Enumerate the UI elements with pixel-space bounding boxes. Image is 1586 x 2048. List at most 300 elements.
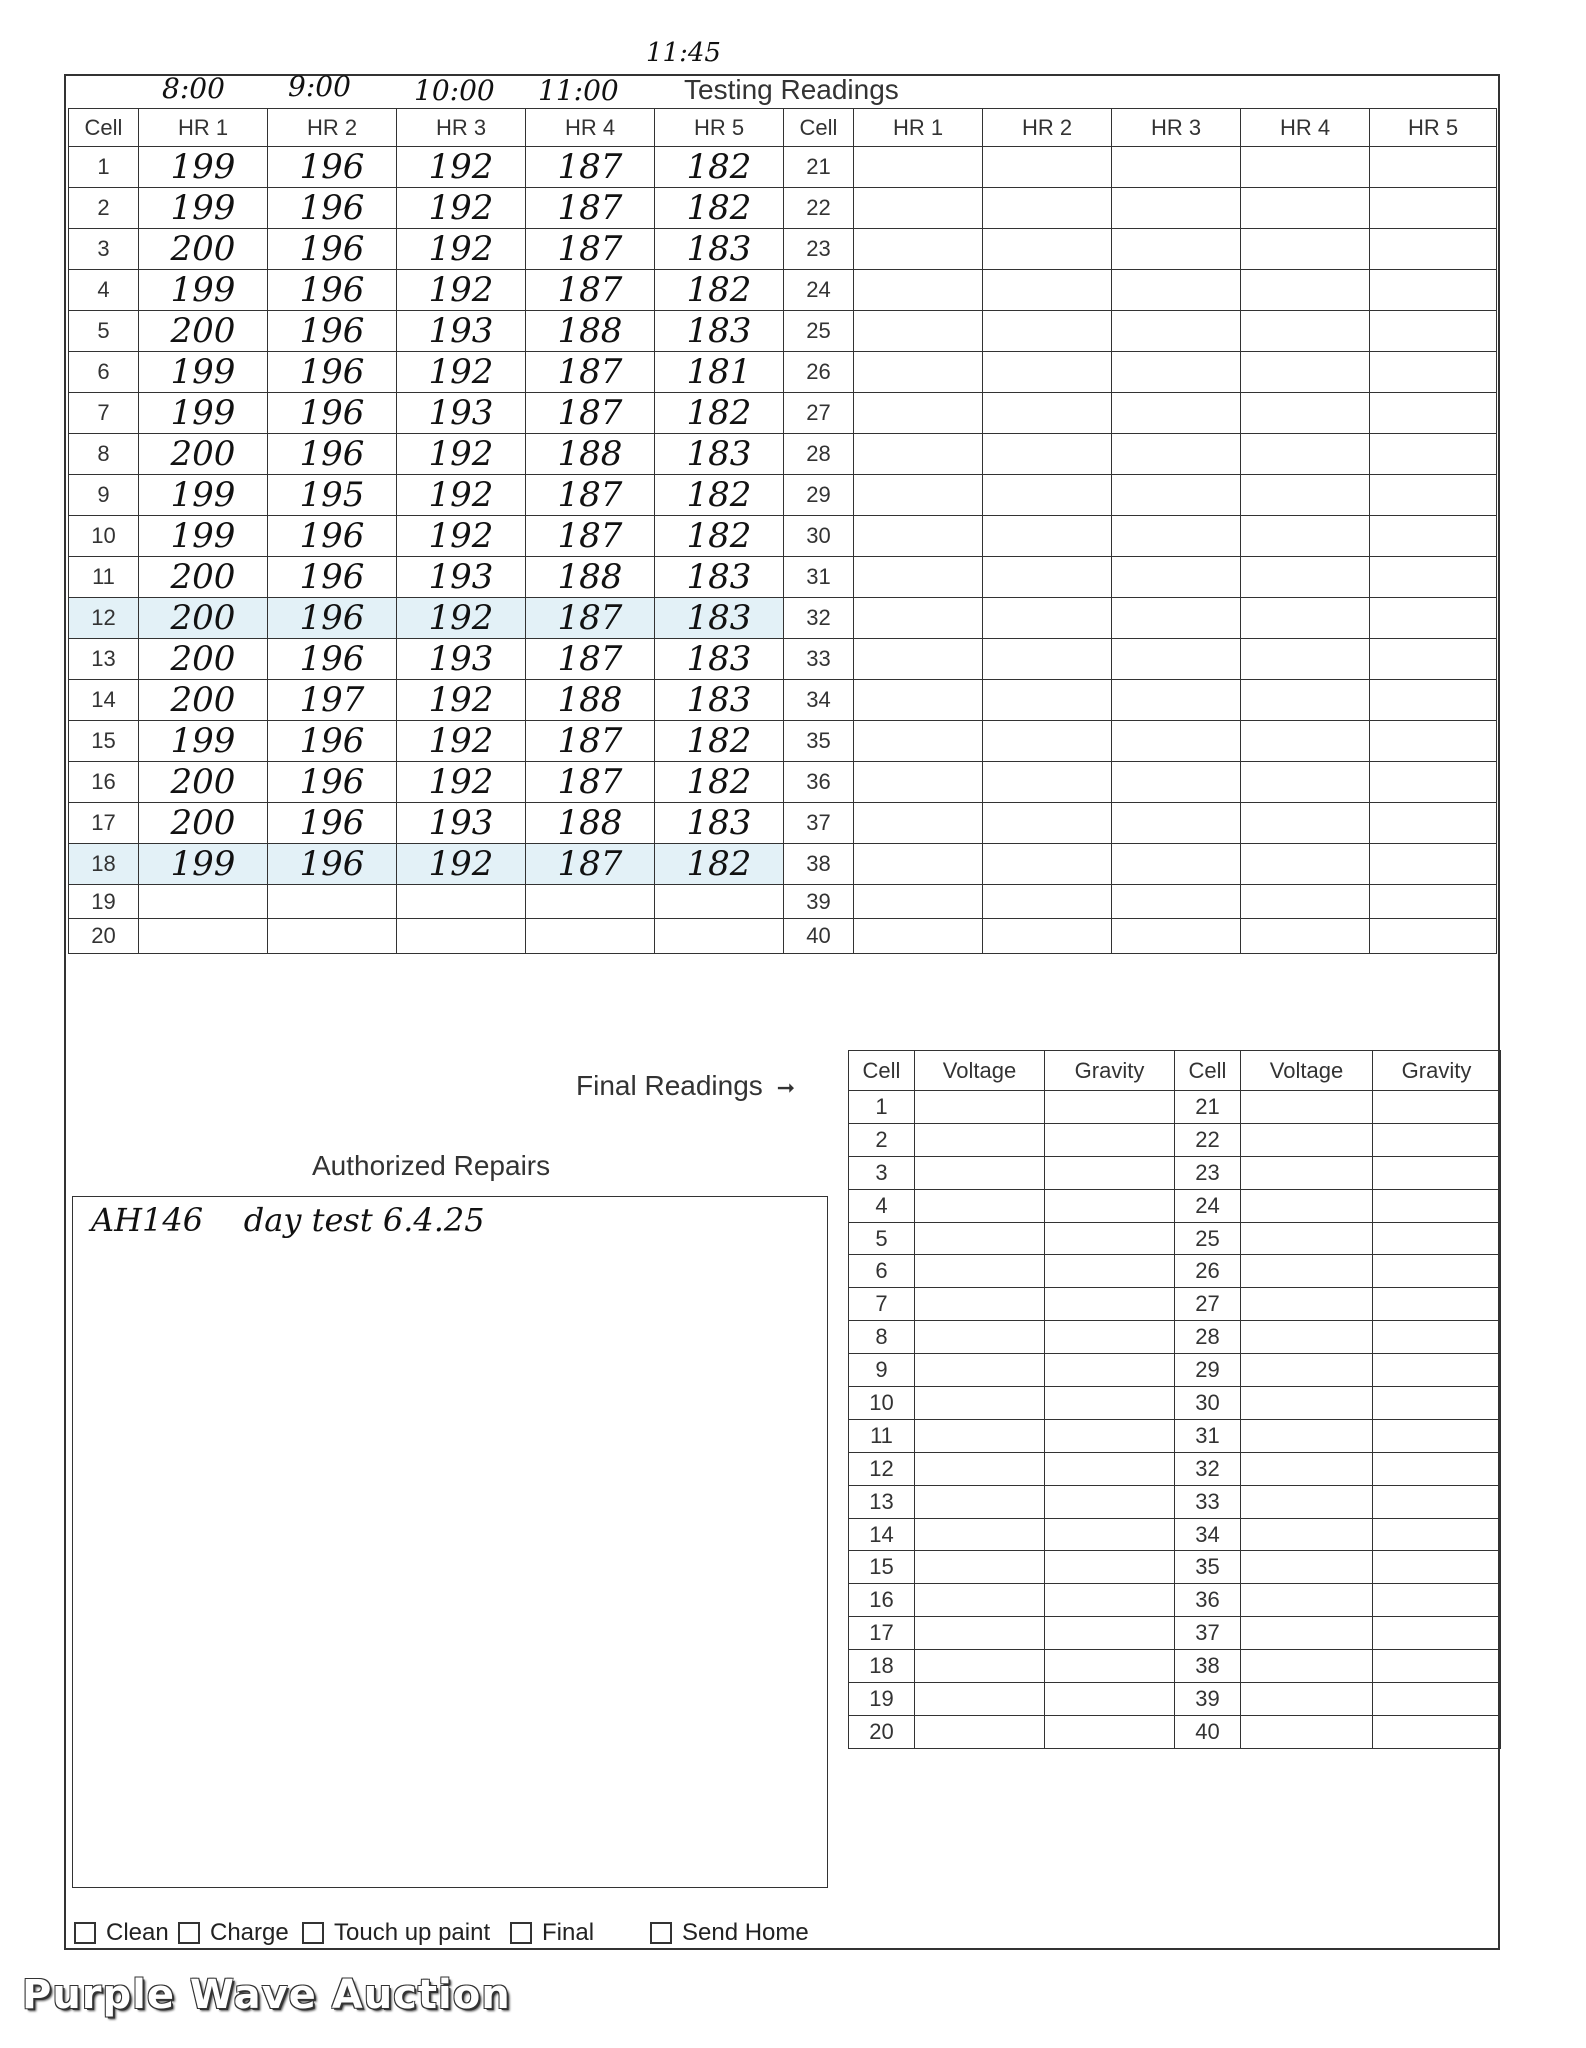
reading-hr5[interactable]: 182 xyxy=(655,188,784,229)
reading-hr4[interactable]: 187 xyxy=(526,762,655,803)
reading-hr3[interactable]: 192 xyxy=(397,721,526,762)
reading-right-hr1[interactable] xyxy=(854,229,983,270)
reading-hr2[interactable]: 196 xyxy=(268,188,397,229)
reading-hr5[interactable]: 182 xyxy=(655,147,784,188)
final-voltage-right[interactable] xyxy=(1241,1288,1373,1321)
reading-hr5[interactable]: 183 xyxy=(655,434,784,475)
final-gravity[interactable] xyxy=(1045,1189,1175,1222)
final-voltage[interactable] xyxy=(915,1288,1045,1321)
reading-hr3[interactable]: 192 xyxy=(397,680,526,721)
reading-right-hr2[interactable] xyxy=(983,844,1112,885)
reading-hr5[interactable]: 183 xyxy=(655,229,784,270)
final-gravity-right[interactable] xyxy=(1373,1255,1501,1288)
final-gravity-right[interactable] xyxy=(1373,1715,1501,1748)
reading-right-hr2[interactable] xyxy=(983,147,1112,188)
reading-right-hr1[interactable] xyxy=(854,762,983,803)
reading-hr1[interactable]: 200 xyxy=(139,598,268,639)
final-gravity-right[interactable] xyxy=(1373,1156,1501,1189)
reading-hr2[interactable]: 195 xyxy=(268,475,397,516)
reading-hr2[interactable]: 196 xyxy=(268,434,397,475)
reading-hr3[interactable]: 192 xyxy=(397,434,526,475)
reading-hr4[interactable]: 187 xyxy=(526,352,655,393)
reading-right-hr2[interactable] xyxy=(983,885,1112,919)
reading-hr5[interactable]: 183 xyxy=(655,557,784,598)
reading-right-hr2[interactable] xyxy=(983,475,1112,516)
reading-hr4[interactable] xyxy=(526,885,655,919)
final-gravity-right[interactable] xyxy=(1373,1650,1501,1683)
final-voltage-right[interactable] xyxy=(1241,1091,1373,1124)
reading-hr2[interactable]: 196 xyxy=(268,598,397,639)
reading-right-hr3[interactable] xyxy=(1112,229,1241,270)
reading-hr1[interactable] xyxy=(139,919,268,953)
reading-hr3[interactable]: 192 xyxy=(397,229,526,270)
reading-right-hr3[interactable] xyxy=(1112,188,1241,229)
reading-hr2[interactable] xyxy=(268,919,397,953)
final-voltage-right[interactable] xyxy=(1241,1255,1373,1288)
reading-hr3[interactable] xyxy=(397,885,526,919)
final-header-row xyxy=(849,1051,1501,1091)
final-gravity[interactable] xyxy=(1045,1551,1175,1584)
checkbox-final-box[interactable] xyxy=(510,1922,532,1944)
final-voltage-right[interactable] xyxy=(1241,1419,1373,1452)
reading-right-hr3[interactable] xyxy=(1112,721,1241,762)
final-gravity[interactable] xyxy=(1045,1156,1175,1189)
reading-right-hr5[interactable] xyxy=(1370,844,1497,885)
reading-right-hr1[interactable] xyxy=(854,352,983,393)
reading-hr4[interactable]: 188 xyxy=(526,434,655,475)
final-gravity[interactable] xyxy=(1045,1683,1175,1716)
reading-right-hr3[interactable] xyxy=(1112,680,1241,721)
reading-right-hr4[interactable] xyxy=(1241,680,1370,721)
reading-right-hr1[interactable] xyxy=(854,270,983,311)
final-voltage[interactable] xyxy=(915,1683,1045,1716)
final-gravity[interactable] xyxy=(1045,1485,1175,1518)
final-voltage[interactable] xyxy=(915,1354,1045,1387)
final-gravity[interactable] xyxy=(1045,1584,1175,1617)
reading-hr3[interactable]: 192 xyxy=(397,475,526,516)
reading-right-hr2[interactable] xyxy=(983,229,1112,270)
final-voltage[interactable] xyxy=(915,1419,1045,1452)
reading-hr5[interactable] xyxy=(655,919,784,953)
reading-right-hr1[interactable] xyxy=(854,475,983,516)
reading-right-hr3[interactable] xyxy=(1112,270,1241,311)
reading-hr1[interactable]: 199 xyxy=(139,844,268,885)
reading-right-hr2[interactable] xyxy=(983,919,1112,953)
reading-hr5[interactable]: 182 xyxy=(655,393,784,434)
reading-hr4[interactable]: 187 xyxy=(526,147,655,188)
reading-hr5[interactable]: 182 xyxy=(655,475,784,516)
final-voltage[interactable] xyxy=(915,1617,1045,1650)
final-gravity[interactable] xyxy=(1045,1715,1175,1748)
reading-right-hr1[interactable] xyxy=(854,516,983,557)
reading-right-hr5[interactable] xyxy=(1370,557,1497,598)
final-cell-number: 17 xyxy=(849,1617,915,1650)
reading-right-hr5[interactable] xyxy=(1370,721,1497,762)
reading-right-hr1[interactable] xyxy=(854,885,983,919)
final-voltage[interactable] xyxy=(915,1452,1045,1485)
reading-right-hr5[interactable] xyxy=(1370,885,1497,919)
final-gravity-right[interactable] xyxy=(1373,1683,1501,1716)
final-gravity[interactable] xyxy=(1045,1222,1175,1255)
reading-right-hr2[interactable] xyxy=(983,188,1112,229)
reading-hr4[interactable]: 187 xyxy=(526,270,655,311)
reading-right-hr5[interactable] xyxy=(1370,680,1497,721)
reading-hr2[interactable] xyxy=(268,885,397,919)
reading-hr2[interactable]: 196 xyxy=(268,557,397,598)
final-gravity-right[interactable] xyxy=(1373,1091,1501,1124)
reading-right-hr2[interactable] xyxy=(983,598,1112,639)
reading-hr2[interactable]: 196 xyxy=(268,803,397,844)
checkbox-send-home-box[interactable] xyxy=(650,1922,672,1944)
reading-right-hr5[interactable] xyxy=(1370,229,1497,270)
reading-right-hr1[interactable] xyxy=(854,721,983,762)
reading-right-hr3[interactable] xyxy=(1112,844,1241,885)
final-voltage-right[interactable] xyxy=(1241,1321,1373,1354)
final-gravity[interactable] xyxy=(1045,1650,1175,1683)
reading-right-hr5[interactable] xyxy=(1370,516,1497,557)
reading-right-hr5[interactable] xyxy=(1370,352,1497,393)
final-gravity[interactable] xyxy=(1045,1452,1175,1485)
final-gravity-right[interactable] xyxy=(1373,1288,1501,1321)
reading-right-hr1[interactable] xyxy=(854,803,983,844)
reading-right-hr1[interactable] xyxy=(854,147,983,188)
reading-right-hr5[interactable] xyxy=(1370,803,1497,844)
final-voltage-right[interactable] xyxy=(1241,1354,1373,1387)
reading-right-hr3[interactable] xyxy=(1112,352,1241,393)
reading-hr3[interactable]: 193 xyxy=(397,393,526,434)
reading-right-hr5[interactable] xyxy=(1370,639,1497,680)
final-voltage-right[interactable] xyxy=(1241,1485,1373,1518)
reading-hr4[interactable]: 187 xyxy=(526,639,655,680)
reading-right-hr1[interactable] xyxy=(854,188,983,229)
reading-hr4[interactable]: 188 xyxy=(526,311,655,352)
checkbox-clean-box[interactable] xyxy=(74,1922,96,1944)
reading-right-hr4[interactable] xyxy=(1241,475,1370,516)
reading-right-hr4[interactable] xyxy=(1241,844,1370,885)
reading-right-hr5[interactable] xyxy=(1370,762,1497,803)
final-voltage[interactable] xyxy=(915,1156,1045,1189)
final-gravity[interactable] xyxy=(1045,1419,1175,1452)
final-voltage[interactable] xyxy=(915,1387,1045,1420)
final-voltage[interactable] xyxy=(915,1222,1045,1255)
final-gravity[interactable] xyxy=(1045,1518,1175,1551)
reading-right-hr4[interactable] xyxy=(1241,803,1370,844)
reading-hr4[interactable] xyxy=(526,919,655,953)
final-voltage[interactable] xyxy=(915,1321,1045,1354)
reading-hr5[interactable]: 183 xyxy=(655,639,784,680)
reading-right-hr2[interactable] xyxy=(983,680,1112,721)
reading-hr1[interactable]: 199 xyxy=(139,721,268,762)
final-gravity[interactable] xyxy=(1045,1288,1175,1321)
final-gravity-right[interactable] xyxy=(1373,1123,1501,1156)
reading-right-hr3[interactable] xyxy=(1112,311,1241,352)
reading-right-hr3[interactable] xyxy=(1112,557,1241,598)
reading-right-hr3[interactable] xyxy=(1112,147,1241,188)
reading-hr2[interactable]: 196 xyxy=(268,229,397,270)
reading-hr1[interactable]: 199 xyxy=(139,516,268,557)
reading-right-hr1[interactable] xyxy=(854,311,983,352)
reading-right-hr2[interactable] xyxy=(983,311,1112,352)
reading-hr5[interactable]: 183 xyxy=(655,803,784,844)
final-voltage-right[interactable] xyxy=(1241,1452,1373,1485)
reading-hr5[interactable] xyxy=(655,885,784,919)
final-voltage-right[interactable] xyxy=(1241,1650,1373,1683)
checkbox-send-home[interactable] xyxy=(650,1918,809,1948)
final-gravity-right[interactable] xyxy=(1373,1518,1501,1551)
final-voltage[interactable] xyxy=(915,1584,1045,1617)
reading-right-hr4[interactable] xyxy=(1241,598,1370,639)
reading-hr1[interactable]: 199 xyxy=(139,475,268,516)
reading-right-hr3[interactable] xyxy=(1112,919,1241,953)
final-voltage-right[interactable] xyxy=(1241,1123,1373,1156)
reading-hr1[interactable]: 200 xyxy=(139,639,268,680)
reading-right-hr5[interactable] xyxy=(1370,475,1497,516)
reading-right-hr4[interactable] xyxy=(1241,919,1370,953)
reading-hr2[interactable]: 197 xyxy=(268,680,397,721)
reading-right-hr2[interactable] xyxy=(983,270,1112,311)
reading-right-hr3[interactable] xyxy=(1112,598,1241,639)
checkbox-touch-up-paint[interactable] xyxy=(302,1918,490,1948)
final-gravity-right[interactable] xyxy=(1373,1584,1501,1617)
reading-hr1[interactable]: 200 xyxy=(139,762,268,803)
final-cell-number-right: 22 xyxy=(1175,1123,1241,1156)
final-voltage-right[interactable] xyxy=(1241,1387,1373,1420)
final-gravity[interactable] xyxy=(1045,1255,1175,1288)
reading-hr5[interactable]: 182 xyxy=(655,762,784,803)
reading-right-hr4[interactable] xyxy=(1241,188,1370,229)
reading-hr3[interactable]: 192 xyxy=(397,147,526,188)
reading-hr5[interactable]: 182 xyxy=(655,270,784,311)
final-voltage-right[interactable] xyxy=(1241,1156,1373,1189)
reading-hr1[interactable]: 199 xyxy=(139,393,268,434)
final-voltage[interactable] xyxy=(915,1091,1045,1124)
reading-right-hr3[interactable] xyxy=(1112,803,1241,844)
final-gravity-right[interactable] xyxy=(1373,1354,1501,1387)
final-row xyxy=(849,1715,1501,1748)
reading-hr3[interactable]: 192 xyxy=(397,188,526,229)
reading-right-hr2[interactable] xyxy=(983,803,1112,844)
final-voltage-right[interactable] xyxy=(1241,1683,1373,1716)
final-gravity-right[interactable] xyxy=(1373,1387,1501,1420)
testing-row xyxy=(69,229,1497,270)
reading-hr4[interactable]: 188 xyxy=(526,803,655,844)
reading-hr2[interactable]: 196 xyxy=(268,147,397,188)
reading-right-hr1[interactable] xyxy=(854,919,983,953)
final-gravity-right[interactable] xyxy=(1373,1189,1501,1222)
reading-hr4[interactable]: 187 xyxy=(526,393,655,434)
reading-hr1[interactable]: 199 xyxy=(139,270,268,311)
final-voltage[interactable] xyxy=(915,1485,1045,1518)
reading-right-hr4[interactable] xyxy=(1241,516,1370,557)
reading-hr3[interactable]: 193 xyxy=(397,311,526,352)
final-gravity[interactable] xyxy=(1045,1123,1175,1156)
final-voltage[interactable] xyxy=(915,1123,1045,1156)
reading-right-hr4[interactable] xyxy=(1241,434,1370,475)
reading-hr1[interactable] xyxy=(139,885,268,919)
reading-hr5[interactable]: 183 xyxy=(655,311,784,352)
final-voltage-right[interactable] xyxy=(1241,1584,1373,1617)
final-gravity-right[interactable] xyxy=(1373,1222,1501,1255)
final-voltage[interactable] xyxy=(915,1551,1045,1584)
reading-hr4[interactable]: 187 xyxy=(526,188,655,229)
reading-hr3[interactable]: 192 xyxy=(397,352,526,393)
reading-right-hr1[interactable] xyxy=(854,557,983,598)
reading-hr3[interactable]: 193 xyxy=(397,803,526,844)
reading-hr1[interactable]: 200 xyxy=(139,803,268,844)
final-voltage-right[interactable] xyxy=(1241,1617,1373,1650)
reading-hr2[interactable]: 196 xyxy=(268,844,397,885)
checkbox-charge[interactable] xyxy=(178,1918,289,1948)
reading-hr4[interactable]: 187 xyxy=(526,475,655,516)
reading-hr5[interactable]: 182 xyxy=(655,721,784,762)
reading-right-hr5[interactable] xyxy=(1370,311,1497,352)
reading-hr2[interactable]: 196 xyxy=(268,516,397,557)
cell-number: 12 xyxy=(69,598,139,639)
final-gravity[interactable] xyxy=(1045,1321,1175,1354)
reading-right-hr3[interactable] xyxy=(1112,762,1241,803)
reading-right-hr5[interactable] xyxy=(1370,919,1497,953)
reading-hr4[interactable]: 188 xyxy=(526,557,655,598)
final-voltage-right[interactable] xyxy=(1241,1715,1373,1748)
checkbox-touch-up-paint-box[interactable] xyxy=(302,1922,324,1944)
reading-hr3[interactable]: 192 xyxy=(397,762,526,803)
reading-right-hr5[interactable] xyxy=(1370,598,1497,639)
reading-right-hr4[interactable] xyxy=(1241,147,1370,188)
reading-hr1[interactable]: 200 xyxy=(139,557,268,598)
reading-right-hr5[interactable] xyxy=(1370,147,1497,188)
reading-right-hr1[interactable] xyxy=(854,680,983,721)
reading-right-hr3[interactable] xyxy=(1112,434,1241,475)
final-gravity-right[interactable] xyxy=(1373,1485,1501,1518)
reading-hr2[interactable]: 196 xyxy=(268,721,397,762)
reading-right-hr2[interactable] xyxy=(983,393,1112,434)
reading-hr4[interactable]: 187 xyxy=(526,721,655,762)
final-voltage[interactable] xyxy=(915,1255,1045,1288)
reading-hr5[interactable]: 181 xyxy=(655,352,784,393)
reading-hr2[interactable]: 196 xyxy=(268,639,397,680)
reading-hr5[interactable]: 183 xyxy=(655,598,784,639)
reading-right-hr4[interactable] xyxy=(1241,229,1370,270)
reading-hr4[interactable]: 187 xyxy=(526,844,655,885)
reading-right-hr4[interactable] xyxy=(1241,393,1370,434)
final-voltage[interactable] xyxy=(915,1715,1045,1748)
checkbox-final[interactable] xyxy=(510,1918,594,1948)
reading-hr2[interactable]: 196 xyxy=(268,393,397,434)
final-gravity[interactable] xyxy=(1045,1617,1175,1650)
reading-hr4[interactable]: 187 xyxy=(526,516,655,557)
final-cell-number: 5 xyxy=(849,1222,915,1255)
reading-right-hr3[interactable] xyxy=(1112,516,1241,557)
final-voltage[interactable] xyxy=(915,1189,1045,1222)
reading-right-hr5[interactable] xyxy=(1370,188,1497,229)
final-row xyxy=(849,1222,1501,1255)
reading-right-hr5[interactable] xyxy=(1370,434,1497,475)
reading-right-hr4[interactable] xyxy=(1241,762,1370,803)
reading-right-hr1[interactable] xyxy=(854,598,983,639)
reading-hr3[interactable]: 192 xyxy=(397,270,526,311)
reading-right-hr2[interactable] xyxy=(983,557,1112,598)
reading-right-hr5[interactable] xyxy=(1370,393,1497,434)
reading-hr5[interactable]: 182 xyxy=(655,844,784,885)
reading-hr1[interactable]: 200 xyxy=(139,680,268,721)
reading-right-hr2[interactable] xyxy=(983,516,1112,557)
reading-right-hr4[interactable] xyxy=(1241,270,1370,311)
reading-right-hr4[interactable] xyxy=(1241,557,1370,598)
final-voltage[interactable] xyxy=(915,1518,1045,1551)
reading-right-hr1[interactable] xyxy=(854,639,983,680)
reading-hr3[interactable]: 193 xyxy=(397,557,526,598)
reading-hr3[interactable]: 192 xyxy=(397,516,526,557)
final-voltage-right[interactable] xyxy=(1241,1518,1373,1551)
reading-hr4[interactable]: 188 xyxy=(526,680,655,721)
reading-right-hr3[interactable] xyxy=(1112,639,1241,680)
reading-right-hr5[interactable] xyxy=(1370,270,1497,311)
reading-right-hr2[interactable] xyxy=(983,721,1112,762)
reading-right-hr3[interactable] xyxy=(1112,885,1241,919)
reading-right-hr2[interactable] xyxy=(983,434,1112,475)
final-gravity[interactable] xyxy=(1045,1091,1175,1124)
final-gravity[interactable] xyxy=(1045,1354,1175,1387)
reading-right-hr3[interactable] xyxy=(1112,393,1241,434)
final-gravity[interactable] xyxy=(1045,1387,1175,1420)
reading-right-hr3[interactable] xyxy=(1112,475,1241,516)
reading-hr4[interactable]: 187 xyxy=(526,229,655,270)
final-gravity-right[interactable] xyxy=(1373,1321,1501,1354)
final-cell-number: 18 xyxy=(849,1650,915,1683)
final-voltage-right[interactable] xyxy=(1241,1189,1373,1222)
reading-hr3[interactable]: 192 xyxy=(397,598,526,639)
final-gravity-right[interactable] xyxy=(1373,1551,1501,1584)
reading-hr4[interactable]: 187 xyxy=(526,598,655,639)
reading-right-hr2[interactable] xyxy=(983,352,1112,393)
reading-hr1[interactable]: 200 xyxy=(139,311,268,352)
reading-hr5[interactable]: 183 xyxy=(655,680,784,721)
final-gravity-right[interactable] xyxy=(1373,1617,1501,1650)
reading-right-hr4[interactable] xyxy=(1241,885,1370,919)
reading-right-hr4[interactable] xyxy=(1241,721,1370,762)
checkbox-charge-box[interactable] xyxy=(178,1922,200,1944)
reading-hr2[interactable]: 196 xyxy=(268,762,397,803)
reading-hr1[interactable]: 199 xyxy=(139,352,268,393)
reading-right-hr4[interactable] xyxy=(1241,639,1370,680)
final-gravity-right[interactable] xyxy=(1373,1452,1501,1485)
reading-right-hr1[interactable] xyxy=(854,844,983,885)
reading-hr1[interactable]: 199 xyxy=(139,147,268,188)
reading-hr3[interactable] xyxy=(397,919,526,953)
final-gravity-right[interactable] xyxy=(1373,1419,1501,1452)
reading-right-hr4[interactable] xyxy=(1241,352,1370,393)
reading-right-hr2[interactable] xyxy=(983,762,1112,803)
reading-hr3[interactable]: 192 xyxy=(397,844,526,885)
reading-hr1[interactable]: 199 xyxy=(139,188,268,229)
reading-hr2[interactable]: 196 xyxy=(268,270,397,311)
final-voltage-right[interactable] xyxy=(1241,1222,1373,1255)
reading-right-hr2[interactable] xyxy=(983,639,1112,680)
reading-hr2[interactable]: 196 xyxy=(268,352,397,393)
reading-hr5[interactable]: 182 xyxy=(655,516,784,557)
reading-right-hr1[interactable] xyxy=(854,393,983,434)
final-voltage[interactable] xyxy=(915,1650,1045,1683)
reading-hr2[interactable]: 196 xyxy=(268,311,397,352)
checkbox-clean[interactable] xyxy=(74,1918,169,1948)
reading-right-hr4[interactable] xyxy=(1241,311,1370,352)
reading-hr1[interactable]: 200 xyxy=(139,434,268,475)
authorized-repairs-box[interactable] xyxy=(72,1196,828,1888)
reading-hr1[interactable]: 200 xyxy=(139,229,268,270)
reading-hr3[interactable]: 193 xyxy=(397,639,526,680)
reading-right-hr1[interactable] xyxy=(854,434,983,475)
final-voltage-right[interactable] xyxy=(1241,1551,1373,1584)
